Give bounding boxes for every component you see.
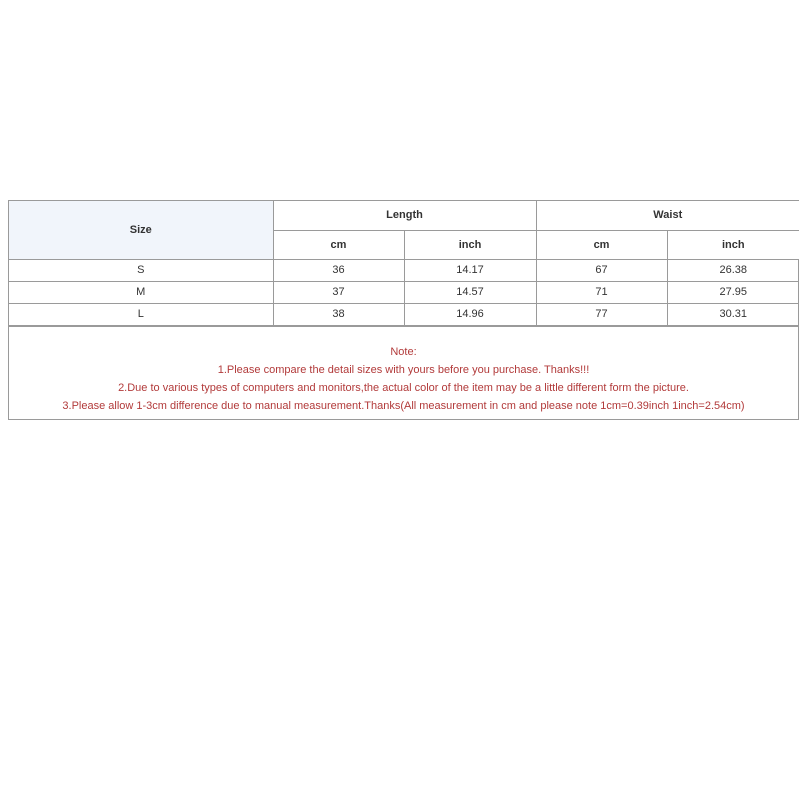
- length-inch-cell: 14.57: [404, 281, 536, 303]
- size-cell: L: [9, 303, 273, 325]
- note-line-3: 3.Please allow 1-3cm difference due to manual measurement.Thanks(All measurement in cm and please note 1cm=0.39inch 1inch=2.54cm): [62, 399, 745, 412]
- size-chart: [8, 200, 799, 420]
- length-inch-header: inch: [404, 230, 536, 259]
- waist-cm-cell: 77: [536, 303, 667, 325]
- table-row: [9, 259, 799, 281]
- length-inch-cell: 14.96: [404, 303, 536, 325]
- notes-section: [9, 326, 798, 419]
- table-header-row: [9, 201, 799, 230]
- length-cm-header: cm: [273, 230, 404, 259]
- waist-inch-cell: 27.95: [667, 281, 799, 303]
- length-cm-cell: 36: [273, 259, 404, 281]
- waist-cm-cell: 67: [536, 259, 667, 281]
- note-title: Note:: [390, 345, 417, 358]
- waist-inch-header: inch: [667, 230, 799, 259]
- size-header: Size: [9, 201, 273, 259]
- length-header: Length: [273, 201, 536, 230]
- table-row: [9, 303, 799, 325]
- note-line-2: 2.Due to various types of computers and monitors,the actual color of the item may be a little different form the picture.: [118, 381, 689, 394]
- length-inch-cell: 14.17: [404, 259, 536, 281]
- size-cell: S: [9, 259, 273, 281]
- length-cm-cell: 38: [273, 303, 404, 325]
- size-table: [9, 201, 799, 326]
- note-line-1: 1.Please compare the detail sizes with yours before you purchase. Thanks!!!: [217, 363, 590, 376]
- table-row: [9, 281, 799, 303]
- waist-cm-header: cm: [536, 230, 667, 259]
- size-cell: M: [9, 281, 273, 303]
- waist-inch-cell: 26.38: [667, 259, 799, 281]
- waist-cm-cell: 71: [536, 281, 667, 303]
- length-cm-cell: 37: [273, 281, 404, 303]
- waist-inch-cell: 30.31: [667, 303, 799, 325]
- waist-header: Waist: [536, 201, 799, 230]
